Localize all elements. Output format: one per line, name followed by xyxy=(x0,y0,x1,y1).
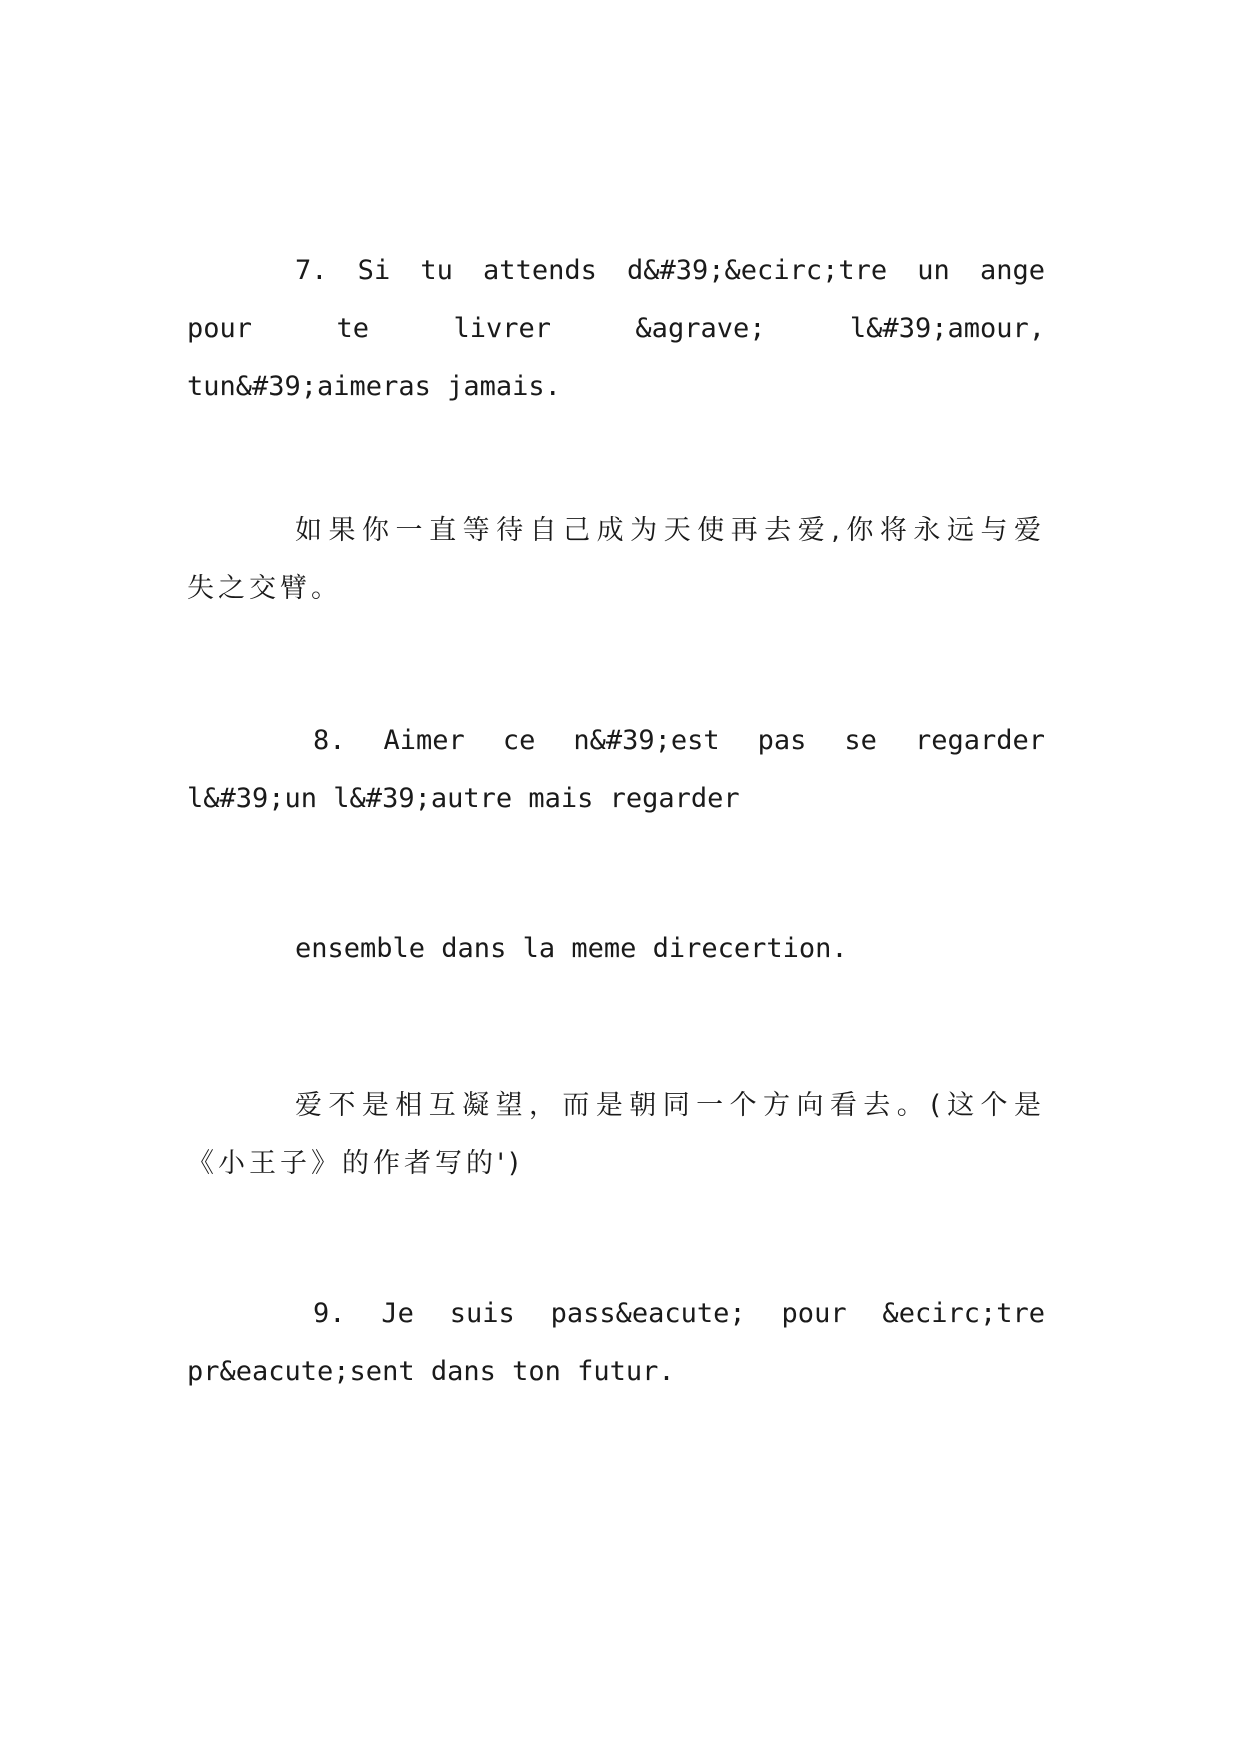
paragraph-8-line-2: l&#39;un l&#39;autre mais regarder xyxy=(187,783,740,814)
paragraph-8-cn-line-2: 《小王子》的作者写的') xyxy=(187,1148,523,1179)
paragraph-7-cn-line-1: 如果你一直等待自己成为天使再去爱,你将永远与爱 xyxy=(295,515,1045,546)
paragraph-7-line-3: tun&#39;aimeras jamais. xyxy=(187,371,561,402)
paragraph-8-line-1: 8. Aimer ce n&#39;est pas se regarder xyxy=(313,725,1045,756)
paragraph-8-fr xyxy=(187,712,1045,828)
paragraph-7-cn-line-2: 失之交臂。 xyxy=(187,573,342,604)
paragraph-7-cn xyxy=(187,502,1045,618)
paragraph-8-continuation xyxy=(187,920,1045,978)
paragraph-9-fr xyxy=(187,1285,1045,1401)
paragraph-8-cn xyxy=(187,1077,1045,1193)
paragraph-8-cn-line-1: 爱不是相互凝望，而是朝同一个方向看去。(这个是 xyxy=(295,1090,1045,1121)
paragraph-7-line-1: 7. Si tu attends d&#39;&ecirc;tre un ange xyxy=(295,255,1045,286)
paragraph-9-line-2: pr&eacute;sent dans ton futur. xyxy=(187,1356,675,1387)
paragraph-9-line-1: 9. Je suis pass&eacute; pour &ecirc;tre xyxy=(313,1298,1045,1329)
paragraph-8-cont-line-1: ensemble dans la meme direcertion. xyxy=(295,933,848,964)
paragraph-7-fr xyxy=(187,242,1045,416)
paragraph-7-line-2: pour te livrer &agrave; l&#39;amour, xyxy=(187,313,1045,344)
